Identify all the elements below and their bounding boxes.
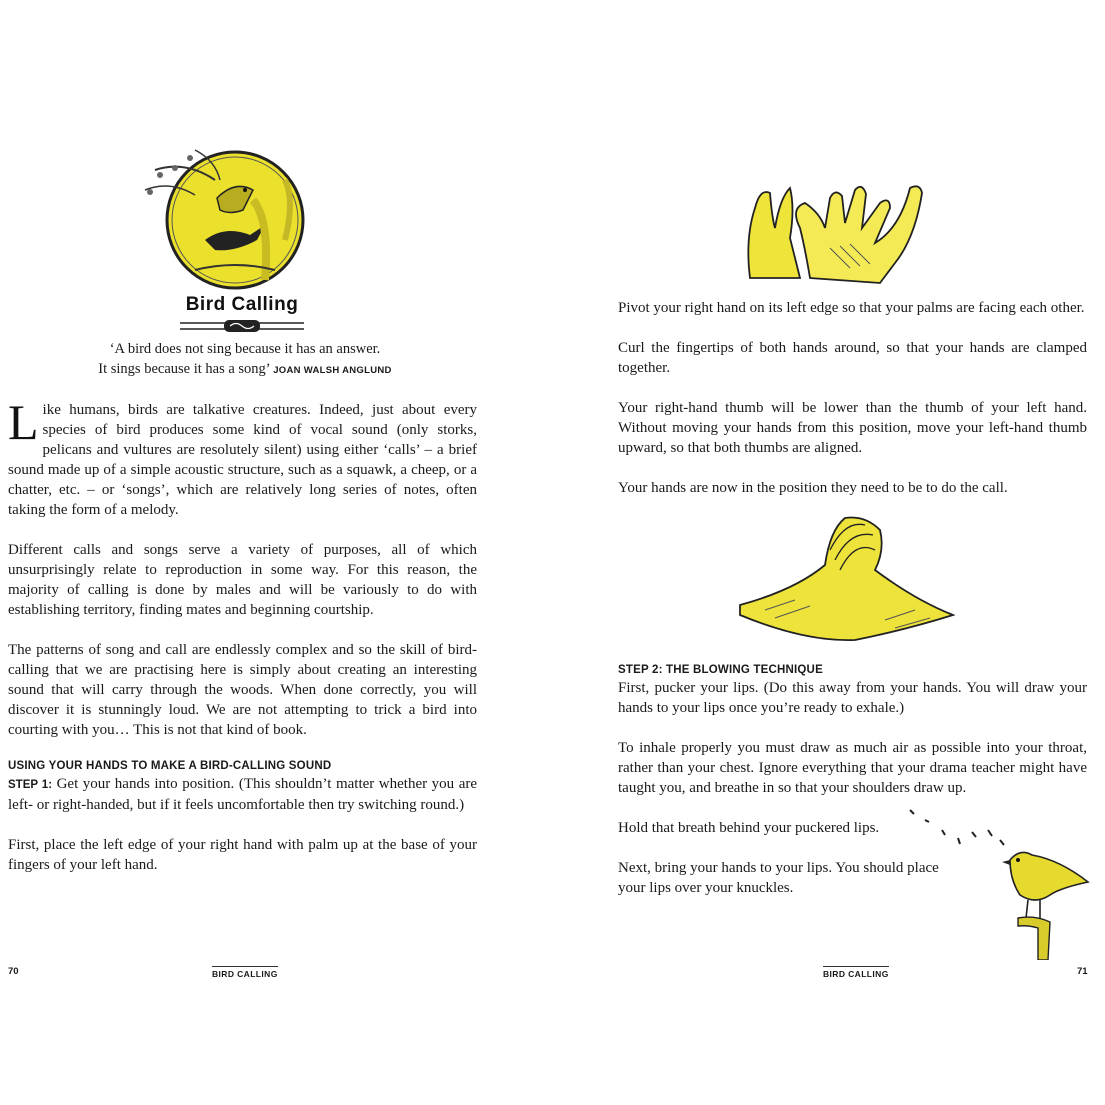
paragraph: Hold that breath behind your puckered lips. xyxy=(618,820,880,836)
drop-cap: L xyxy=(8,394,39,450)
paragraph: Pivot your right hand on its left edge so that your palms are facing each other. xyxy=(618,300,1085,316)
section-heading: USING YOUR HANDS TO MAKE A BIRD-CALLING SOUND xyxy=(8,760,332,772)
running-head-left: BIRD CALLING xyxy=(212,966,278,979)
step-text: Get your hands into position. (This shouldn’t matter whether you are left- or right-handed, but if it feels uncomfortable then try switching round.) xyxy=(8,776,477,813)
paragraph: Your hands are now in the position they need to be to do the call. xyxy=(618,480,1008,496)
step-paragraph xyxy=(8,774,477,815)
paragraph: To inhale properly you must draw as much air as possible into your throat, rather than your chest. Ignore everything that your drama teacher might have taught you, and breathe in so that your shoulders draw up. xyxy=(618,740,1087,796)
paragraph: First, pucker your lips. (Do this away from your hands. You will draw your hands to your lips once you’re ready to exhale.) xyxy=(618,680,1087,716)
paragraph: Next, bring your hands to your lips. You should place your lips over your knuckles. xyxy=(618,860,939,896)
clasped-hands-icon xyxy=(735,510,955,652)
paragraph: The patterns of song and call are endlessly complex and so the skill of bird-calling that we are practising here is simply about creating an interesting sound that will carry through the woods. When done correctly, you will discover it is stunningly loud. We are not attempting to trick a bird into courting with you… This is not that kind of book. xyxy=(8,642,477,738)
right-body-text-top xyxy=(618,298,1087,498)
epigraph xyxy=(60,339,430,381)
page-number-right: 71 xyxy=(1077,966,1088,977)
singing-bird-icon xyxy=(900,800,1095,960)
paragraph: Your right-hand thumb will be lower than the thumb of your left hand. Without moving your hands from this position, move your left-hand thumb upward, so that both thumbs are aligned. xyxy=(618,400,1087,456)
paragraph: Curl the fingertips of both hands around, so that your hands are clamped together. xyxy=(618,340,1087,376)
left-body-text xyxy=(8,394,477,875)
section-heading: STEP 2: THE BLOWING TECHNIQUE xyxy=(618,664,823,676)
epigraph-attribution: JOAN WALSH ANGLUND xyxy=(273,365,392,376)
page-title: Bird Calling xyxy=(185,294,299,315)
page-number-left: 70 xyxy=(8,966,19,977)
step-label: STEP 1: xyxy=(8,779,53,791)
paragraph xyxy=(8,394,477,520)
open-hands-icon xyxy=(730,168,940,290)
bird-emblem-icon xyxy=(135,140,335,298)
running-head-right: BIRD CALLING xyxy=(823,966,889,979)
paragraph: Different calls and songs serve a variety of purposes, all of which unsurprisingly relate to reproduction in some way. For this reason, the majority of calling is done by males and will be variously to do with establishing territory, finding mates and beginning courtship. xyxy=(8,542,477,618)
epigraph-line-2: It sings because it has a song’ xyxy=(98,361,270,377)
ornament-divider-icon xyxy=(180,318,304,334)
paragraph-text: ike humans, birds are talkative creatures. Indeed, just about every species of bird produces some kind of vocal sound (only storks, pelicans and vultures are resolutely silent) using either ‘calls’ – a brief sound made up of a simple acoustic structure, such as a squawk, a cheep, or a chatter, etc. – or ‘songs’, which are relatively long series of notes, often taking the form of a melody. xyxy=(8,402,477,518)
epigraph-line-1: ‘A bird does not sing because it has an answer. xyxy=(109,341,381,357)
paragraph: First, place the left edge of your right hand with palm up at the base of your fingers of your left hand. xyxy=(8,837,477,873)
